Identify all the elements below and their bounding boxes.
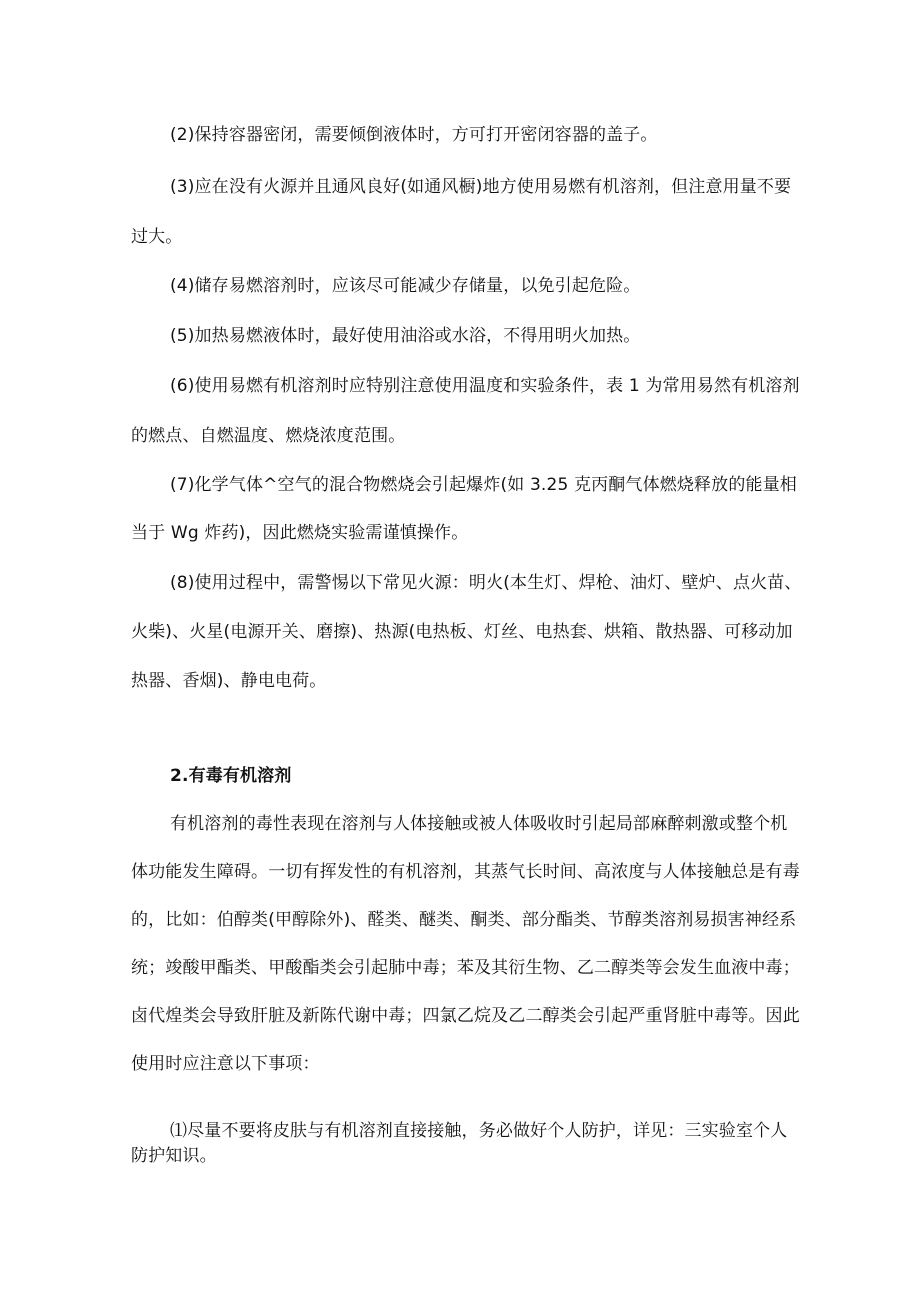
paragraph-line-4: (4)储存易燃溶剂时，应该尽可能减少存储量，以免引起危险。 bbox=[170, 276, 641, 296]
paragraph-line-2: (2)保持容器密闭，需要倾倒液体时，方可打开密闭容器的盖子。 bbox=[170, 125, 658, 145]
body-line-5: 卤代煌类会导致肝脏及新陈代谢中毒；四氯乙烷及乙二醇类会引起严重肾脏中毒等。因此 bbox=[131, 1006, 800, 1026]
item-line-1a: ⑴尽量不要将皮肤与有机溶剂直接接触，务必做好个人防护，详见：三实验室个人 bbox=[170, 1121, 788, 1141]
paragraph-line-7b: 当于 Wg 炸药)，因此燃烧实验需谨慎操作。 bbox=[131, 523, 469, 543]
body-line-3: 的，比如：伯醇类(甲醇除外)、醛类、醚类、酮类、部分酯类、节醇类溶剂易损害神经系 bbox=[131, 910, 797, 930]
body-line-4: 统；竣酸甲酯类、甲酸酯类会引起肺中毒；苯及其衍生物、乙二醇类等会发生血液中毒； bbox=[131, 958, 800, 978]
body-line-6: 使用时应注意以下事项： bbox=[131, 1054, 320, 1074]
item-line-1b: 防护知识。 bbox=[131, 1146, 217, 1166]
paragraph-line-3b: 过大。 bbox=[131, 227, 183, 247]
paragraph-line-6b: 的燃点、自燃温度、燃烧浓度范围。 bbox=[131, 426, 406, 446]
paragraph-line-8b: 火柴)、火星(电源开关、磨擦)、热源(电热板、灯丝、电热套、烘箱、散热器、可移动加 bbox=[131, 622, 793, 642]
body-line-1: 有机溶剂的毒性表现在溶剂与人体接触或被人体吸收时引起局部麻醉刺激或整个机 bbox=[170, 814, 788, 834]
body-line-2: 体功能发生障碍。一切有挥发性的有机溶剂，其蒸气长时间、高浓度与人体接触总是有毒 bbox=[131, 862, 800, 882]
paragraph-line-5: (5)加热易燃液体时，最好使用油浴或水浴，不得用明火加热。 bbox=[170, 326, 641, 346]
paragraph-line-7a: (7)化学气体^空气的混合物燃烧会引起爆炸(如 3.25 克丙酮气体燃烧释放的能量相 bbox=[170, 475, 797, 495]
paragraph-line-3a: (3)应在没有火源并且通风良好(如通风橱)地方使用易燃有机溶剂，但注意用量不要 bbox=[170, 177, 792, 197]
paragraph-line-8c: 热器、香烟)、静电电荷。 bbox=[131, 671, 327, 691]
paragraph-line-8a: (8)使用过程中，需警惕以下常见火源：明火(本生灯、焊枪、油灯、壁炉、点火苗、 bbox=[170, 573, 802, 593]
section-heading: 2.有毒有机溶剂 bbox=[170, 766, 292, 786]
paragraph-line-6a: (6)使用易燃有机溶剂时应特别注意使用温度和实验条件，表 1 为常用易然有机溶剂 bbox=[170, 376, 800, 396]
